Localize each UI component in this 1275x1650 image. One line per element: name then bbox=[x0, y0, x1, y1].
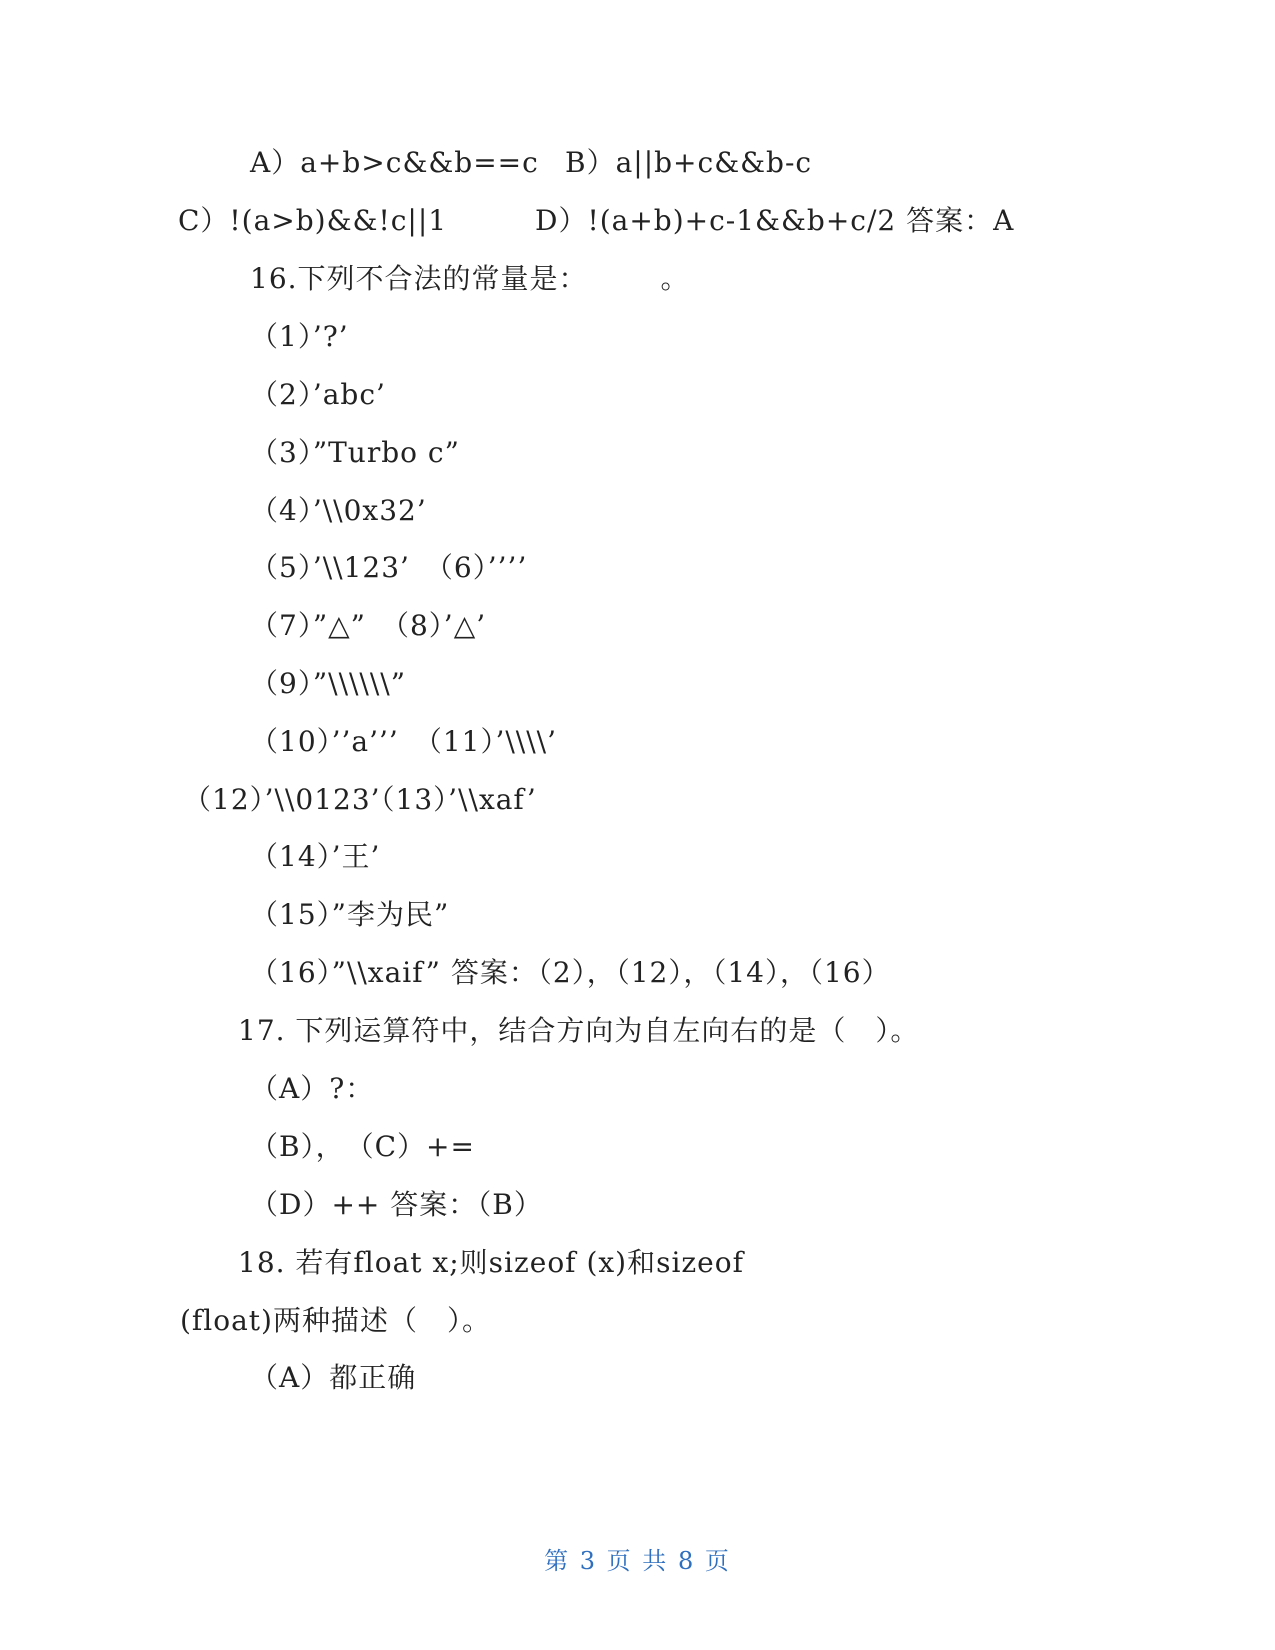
option-line: （10）’’a’’’ （11）’\\\\’ bbox=[250, 725, 557, 758]
option-line: （7）”△” （8）’△’ bbox=[250, 609, 487, 642]
question-17: 17. 下列运算符中，结合方向为自左向右的是（ ）。 bbox=[238, 1014, 920, 1047]
option-answer-line: （D）++ 答案：（B） bbox=[250, 1188, 543, 1221]
option-line: （2）’abc’ bbox=[250, 378, 386, 411]
question-16: 16.下列不合法的常量是： 。 bbox=[250, 262, 690, 295]
question-18-continued: (float)两种描述（ ）。 bbox=[180, 1304, 491, 1337]
option-line: （12）’\\0123’（13）’\\xaf’ bbox=[183, 783, 537, 816]
option-d-answer-line: D）!(a+b)+c-1&&b+c/2 答案：A bbox=[535, 204, 1015, 237]
option-c-line: C）!(a>b)&&!c||1 bbox=[178, 204, 448, 237]
option-line: （4）’\\0x32’ bbox=[250, 494, 427, 527]
option-answer-line: （16）”\\xaif” 答案：（2），（12），（14），（16） bbox=[250, 956, 891, 989]
option-line: （A）都正确 bbox=[250, 1361, 417, 1394]
option-line: （B）， （C）+= bbox=[250, 1130, 475, 1163]
option-line: （5）’\\123’ （6）’’’’ bbox=[250, 551, 528, 584]
option-line: （3）”Turbo c” bbox=[250, 436, 460, 469]
question-18: 18. 若有float x;则sizeof (x)和sizeof bbox=[238, 1246, 744, 1279]
option-a-line: A）a+b>c&&b==c bbox=[250, 146, 539, 179]
option-b-line: B）a||b+c&&b-c bbox=[565, 146, 813, 179]
option-line: （A）?： bbox=[250, 1072, 375, 1105]
option-line: （9）”\\\\\\” bbox=[250, 667, 407, 700]
option-line: （15）”李为民” bbox=[250, 898, 450, 931]
option-line: （1）’?’ bbox=[250, 320, 349, 353]
option-line: （14）’王’ bbox=[250, 840, 381, 873]
page-footer: 第 3 页 共 8 页 bbox=[544, 1547, 731, 1575]
